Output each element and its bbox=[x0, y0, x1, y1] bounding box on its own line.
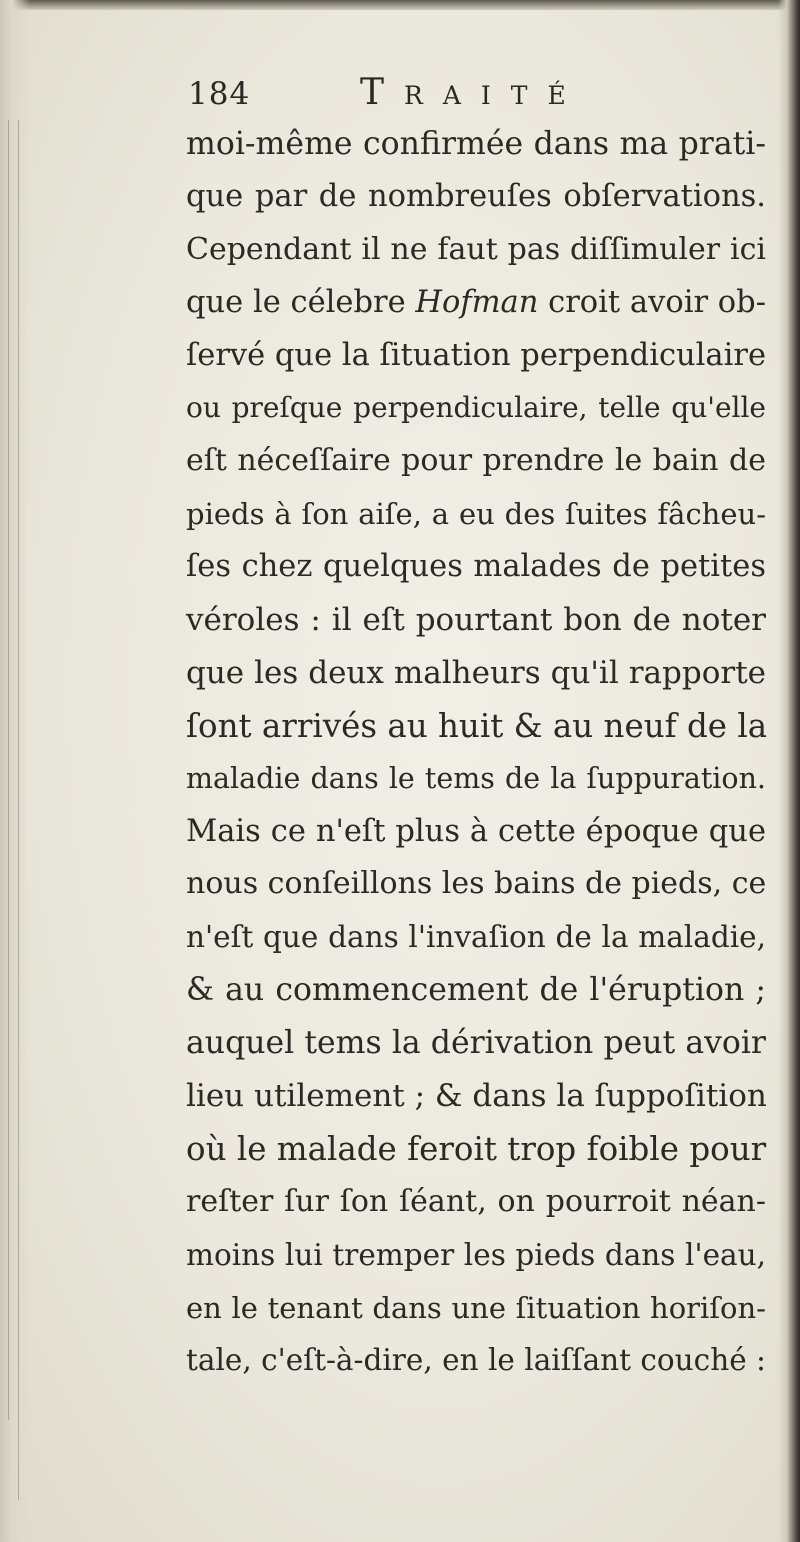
text-line: moi-même confirmée dans ma prati- bbox=[186, 126, 766, 162]
text-line: que par de nombreuſes obſervations. bbox=[186, 178, 766, 214]
text-line: nous conſeillons les bains de pieds, ce bbox=[186, 866, 767, 902]
text-line: ou preſque perpendiculaire, telle qu'elle bbox=[186, 391, 766, 425]
text-line: ſont arrivés au huit & au neuf de la bbox=[186, 706, 768, 745]
text-line: véroles : il eſt pourtant bon de noter bbox=[186, 602, 766, 639]
text-line: que les deux malheurs qu'il rapporte bbox=[186, 654, 766, 691]
text-line: pieds à ſon aiſe, a eu des ſuites fâcheu- bbox=[186, 497, 766, 532]
text-line: que le célebre Hofman croit avoir ob- bbox=[186, 284, 766, 320]
text-line: & au commencement de l'éruption ; bbox=[186, 972, 766, 1009]
text-line: reſter ſur ſon ſéant, on pourroit néan- bbox=[186, 1183, 766, 1219]
text-line: où le malade feroit trop foible pour bbox=[186, 1129, 767, 1168]
page-right-edge bbox=[778, 0, 800, 1542]
page-top-edge bbox=[0, 0, 800, 10]
text-line: en le tenant dans une ſituation horiſon- bbox=[186, 1290, 766, 1325]
running-head: Traité bbox=[360, 72, 586, 113]
text-line: ſervé que la ſituation perpendiculaire bbox=[186, 337, 766, 373]
text-line: maladie dans le tems de la ſuppuration. bbox=[186, 761, 766, 795]
text-line: lieu utilement ; & dans la ſuppoſition bbox=[186, 1078, 767, 1115]
text-line: n'eſt que dans l'invaſion de la maladie, bbox=[186, 920, 766, 955]
page-left-edge bbox=[0, 0, 30, 1542]
binding-shadow-line bbox=[18, 120, 19, 1500]
page-number: 184 bbox=[188, 76, 251, 112]
body-text bbox=[186, 118, 766, 1387]
italic-name: Hofman bbox=[415, 284, 539, 320]
text-line: Mais ce n'eſt plus à cette époque que bbox=[186, 813, 766, 849]
text-line: auquel tems la dérivation peut avoir bbox=[186, 1025, 766, 1062]
text-line: eſt néceſſaire pour prendre le bain de bbox=[186, 443, 766, 479]
binding-shadow-line bbox=[8, 120, 9, 1420]
page-header bbox=[188, 72, 748, 122]
text-line: tale, c'eſt-à-dire, en le laiſſant couché : bbox=[186, 1343, 766, 1378]
text-line: ſes chez quelques malades de petites bbox=[186, 549, 766, 585]
text-line: moins lui tremper les pieds dans l'eau, bbox=[186, 1237, 766, 1272]
text-line: Cependant il ne faut pas diſſimuler ici bbox=[186, 231, 766, 267]
